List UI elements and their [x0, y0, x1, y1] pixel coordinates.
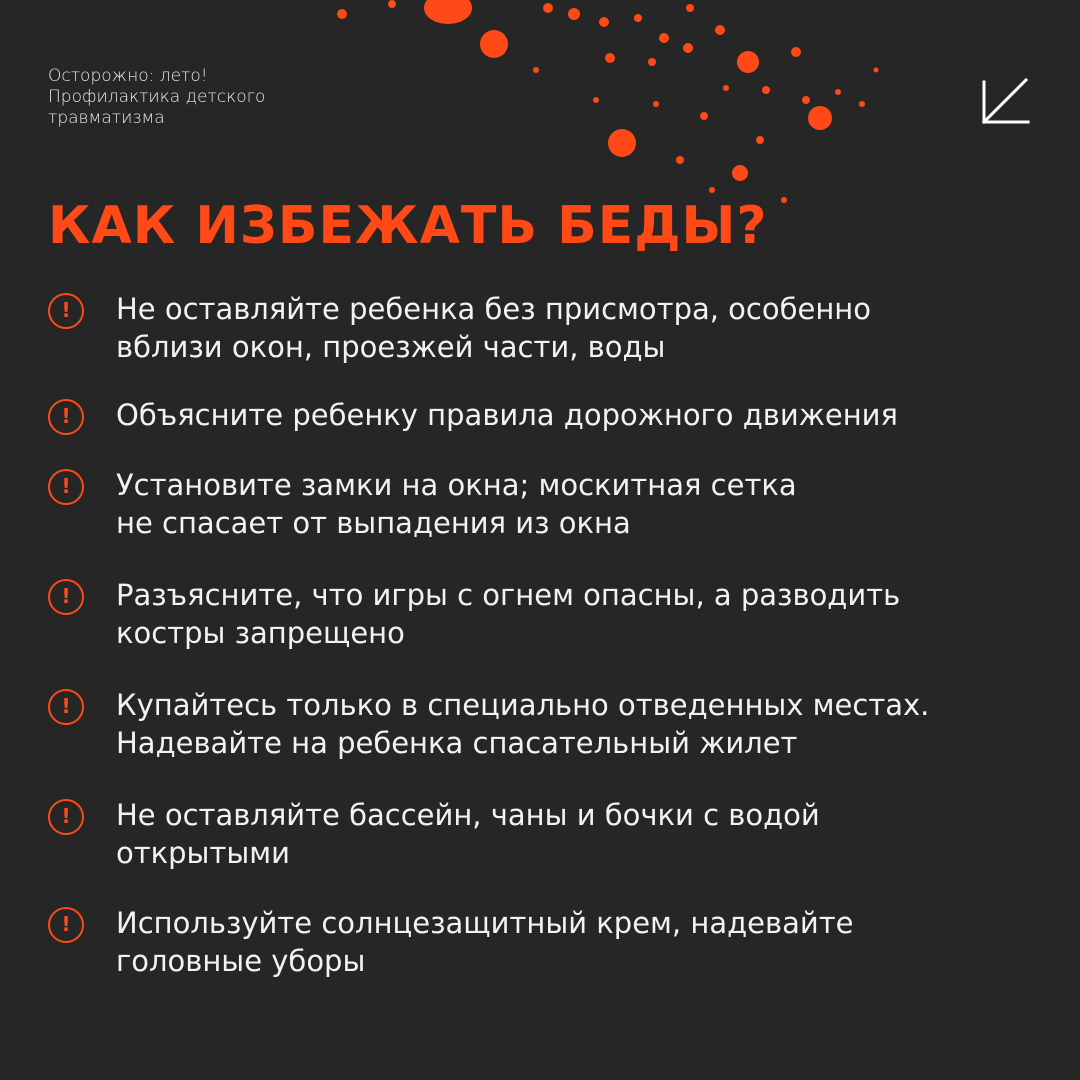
- list-item-text: [116, 290, 1036, 366]
- exclamation-circle-icon: !: [48, 579, 84, 615]
- header-line: травматизма: [48, 108, 165, 128]
- list-item-line: Установите замки на окна; москитная сетка: [116, 468, 797, 502]
- header-line: Осторожно: лето!: [48, 66, 208, 86]
- exclamation-circle-icon: !: [48, 689, 84, 725]
- list-item-line: вблизи окон, проезжей части, воды: [116, 330, 666, 364]
- header-subtitle: [48, 66, 378, 129]
- exclamation-circle-icon: !: [48, 469, 84, 505]
- exclamation-circle-icon: !: [48, 799, 84, 835]
- list-item-line: Надевайте на ребенка спасательный жилет: [116, 726, 798, 760]
- list-item-line: Купайтесь только в специально отведенных местах.: [116, 688, 930, 722]
- list-item-line: Объясните ребенку правила дорожного движения: [116, 398, 898, 432]
- exclamation-circle-icon: !: [48, 907, 84, 943]
- exclamation-circle-icon: !: [48, 399, 84, 435]
- list-item-text: [116, 904, 1036, 980]
- list-item-line: Разъясните, что игры с огнем опасны, а разводить: [116, 578, 901, 612]
- list-item-line: не спасает от выпадения из окна: [116, 506, 631, 540]
- page-title: КАК ИЗБЕЖАТЬ БЕДЫ?: [48, 196, 768, 256]
- list-item-line: Не оставляйте ребенка без присмотра, особенно: [116, 292, 872, 326]
- list-item-line: открытыми: [116, 836, 290, 870]
- exclamation-circle-icon: !: [48, 293, 84, 329]
- list-item-text: [116, 576, 1036, 652]
- list-item-text: [116, 796, 1036, 872]
- list-item-line: Используйте солнцезащитный крем, надевайте: [116, 906, 854, 940]
- list-item-text: [116, 466, 1036, 542]
- list-item-line: Не оставляйте бассейн, чаны и бочки с водой: [116, 798, 820, 832]
- list-item-text: [116, 686, 1036, 762]
- list-item-text: [116, 396, 1036, 434]
- header-line: Профилактика детского: [48, 87, 266, 107]
- list-item-line: костры запрещено: [116, 616, 405, 650]
- arrow-down-left-icon: [974, 72, 1034, 132]
- list-item-line: головные уборы: [116, 944, 366, 978]
